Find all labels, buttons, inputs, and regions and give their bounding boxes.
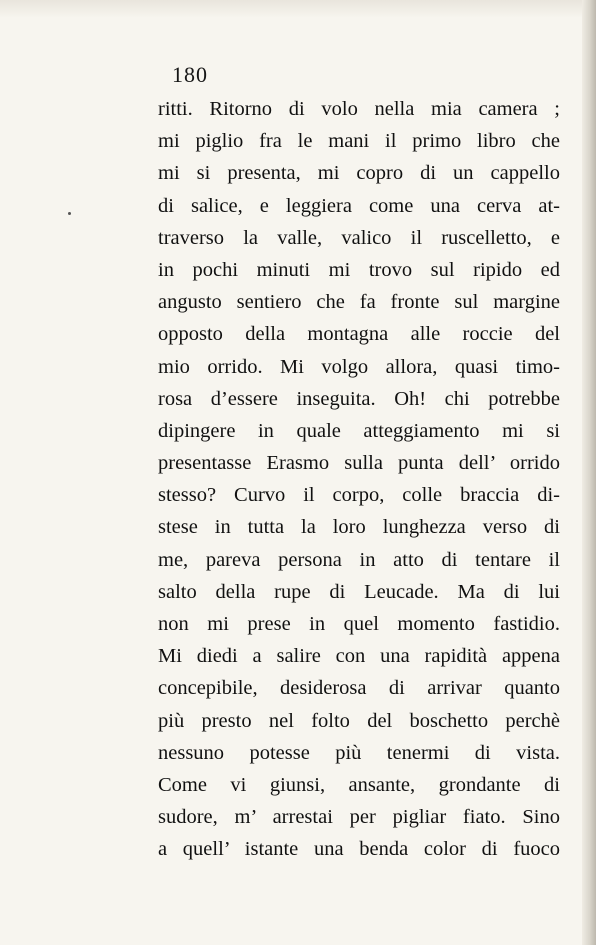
text-line: traverso la valle, valico il ruscelletto, e xyxy=(158,226,560,249)
text-line: opposto della montagna alle roccie del xyxy=(158,323,560,346)
text-line: Come vi giunsi, ansante, grondante di xyxy=(158,773,560,796)
text-line: stese in tutta la loro lunghezza verso di xyxy=(158,516,560,539)
text-line: angusto sentiero che fa fronte sul margine xyxy=(158,291,560,314)
text-line: di salice, e leggiera come una cerva at- xyxy=(158,194,560,217)
paper-speck xyxy=(68,212,71,215)
text-line: Mi diedi a salire con una rapidità appena xyxy=(158,645,560,668)
text-line: presentasse Erasmo sulla punta dell’ orrido xyxy=(158,452,560,475)
text-line: nessuno potesse più tenermi di vista. xyxy=(158,741,560,764)
text-line: mi si presenta, mi copro di un cappello xyxy=(158,162,560,185)
text-line: stesso? Curvo il corpo, colle braccia di- xyxy=(158,484,560,507)
text-line: me, pareva persona in atto di tentare il xyxy=(158,548,560,571)
text-line: concepibile, desiderosa di arrivar quanto xyxy=(158,677,560,700)
text-line: non mi prese in quel momento fastidio. xyxy=(158,613,560,635)
text-line: sudore, m’ arrestai per pigliar fiato. Sino xyxy=(158,806,560,829)
page-number: 180 xyxy=(172,62,208,87)
text-line: rosa d’essere inseguita. Oh! chi potrebbe xyxy=(158,387,560,410)
text-line: a quell’ istante una benda color di fuoco xyxy=(158,838,560,861)
page-edge xyxy=(582,0,596,945)
text-line: dipingere in quale atteggiamento mi si xyxy=(158,419,560,442)
text-line: mi piglio fra le mani il primo libro che xyxy=(158,130,560,153)
text-line: ritti. Ritorno di volo nella mia camera ; xyxy=(158,98,560,120)
text-line: mio orrido. Mi volgo allora, quasi timo- xyxy=(158,355,560,378)
body-text xyxy=(158,93,560,866)
page-top-shadow xyxy=(0,0,596,18)
text-line: più presto nel folto del boschetto perchè xyxy=(158,709,560,732)
text-line: in pochi minuti mi trovo sul ripido ed xyxy=(158,258,560,281)
text-line: salto della rupe di Leucade. Ma di lui xyxy=(158,580,560,603)
